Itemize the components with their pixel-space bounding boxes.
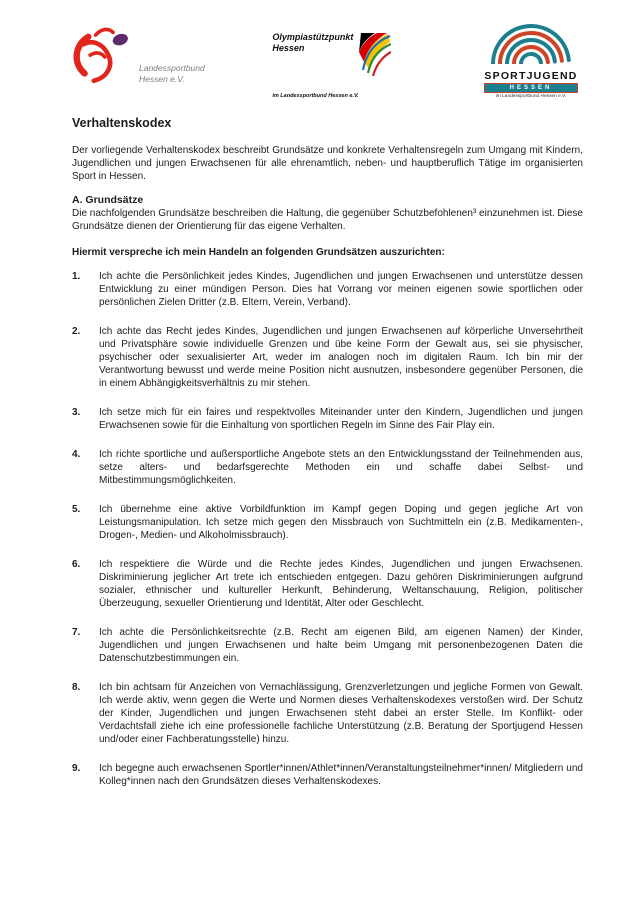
promise-statement: Hiermit verspreche ich mein Handeln an folgenden Grundsätzen auszurichten: [72,247,445,258]
item-text: Ich achte die Persönlichkeit jedes Kindes, Jugendlichen und jungen Erwachsenen und unterstütze dessen Entwicklung zu einer mündigen Person. Dies hat Vorrang vor meinen eigenen sowie sportlichen oder persönlichen Zielen Dritter (z.B. Eltern, Verein, Verband). [99,271,583,308]
intro-paragraph: Der vorliegende Verhaltenskodex beschreibt Grundsätze und konkrete Verhaltensregeln zum Umgang mit Kindern, Jugendlichen und jungen Erwachsenen für alle ehrenamtlich, neben- und hauptberuflich Tätige im organisierten Sport in Hessen. [72,145,583,182]
list-item [72,503,583,542]
german-flag-swoosh-icon [357,32,391,83]
list-item [72,626,583,665]
page-title: Verhaltenskodex [72,116,172,130]
lsb-name-line1: Landessportbund [139,63,205,73]
list-item [72,681,583,746]
list-item [72,558,583,610]
item-number: 6. [72,559,81,570]
item-number: 2. [72,326,81,337]
sportjugend-logo [475,24,587,99]
principles-list [72,270,583,788]
document-content [72,117,583,804]
item-number: 8. [72,682,81,693]
osp-name-line2: Hessen [272,42,305,53]
item-number: 1. [72,271,81,282]
item-text: Ich achte das Recht jedes Kindes, Jugendlichen und jungen Erwachsenen auf körperliche Unversehrtheit und Privatsphäre sowie individuelle Grenzen und übe keine Form der Gewalt aus, sei sie physischer, psychischer oder sexualisierter Art, weder im analogen noch im digitalen Raum. Ich bin mir der Verantwortung bewusst und werde meine Position nicht ausnutzen, insbesondere gegenüber Personen, die in einem Abhängigkeitsverhältnis zu mir stehen. [99,326,583,389]
item-text: Ich setze mich für ein faires und respektvolles Miteinander unter den Kindern, Jugendlichen und jungen Erwachsenen sowie für die Einhaltung von sportlichen Regeln im Sinne des Fair Play ein. [99,407,583,431]
lsb-figure-icon [70,24,134,95]
item-number: 5. [72,504,81,515]
list-item [72,270,583,309]
section-a-body: Die nachfolgenden Grundsätze beschreiben die Haltung, die gegenüber Schutzbefohlenen³ einzunehmen ist. Diese Grundsätze dienen der Orientierung für das eigene Verhalten. [72,208,583,232]
sportjugend-hessen-band: HESSEN [484,83,578,93]
sportjugend-arcs-icon [479,51,583,68]
section-a-heading: A. Grundsätze [72,194,144,206]
item-number: 7. [72,627,81,638]
item-text: Ich bin achtsam für Anzeichen von Vernachlässigung, Grenzverletzungen und jegliche Formen von Gewalt. Ich werde aktiv, wenn gegen die Werte und Normen dieses Verhaltenskodexes verstoßen wird. Der Schutz der Kinder, Jugendlichen und jungen Erwachsenen steht dabei an erster Stelle. Im Konflikt- oder Verdachtsfall ziehe ich eine professionelle fachliche Unterstützung (z.B. Beratung der Sportjugend Hessen und/oder einer Fachberatungsstelle) hinzu. [99,682,583,745]
item-text: Ich achte die Persönlichkeitsrechte (z.B. Recht am eigenen Bild, am eigenen Namen) der Kinder, Jugendlichen und jungen Erwachsenen und halte beim Umgang mit personenbezogenen Daten die Datenschutzbestimmungen ein. [99,627,583,664]
logo-header [70,24,587,99]
item-text: Ich begegne auch erwachsenen Sportler*innen/Athlet*innen/Veranstaltungsteilnehmer*innen/ Mitgliedern und Kolleg*innen nach den Grundsätzen dieses Verhaltenskodexes. [99,763,583,787]
item-text: Ich übernehme eine aktive Vorbildfunktion im Kampf gegen Doping und gegen jegliche Art von Leistungsmanipulation. Ich setze mich gegen den Missbrauch von Suchtmitteln ein (z.B. Medikamenten-, Drogen-, Medien- und Alkoholmissbrauch). [99,504,583,541]
list-item [72,762,583,788]
olympiastuetzpunkt-logo [272,32,407,99]
sportjugend-subtext: im Landessportbund Hessen e.V. [495,94,567,99]
item-text: Ich richte sportliche und außersportliche Angebote stets an den Entwicklungsstand der Teilnehmenden aus, setze alters- und bedarfsgerechte Methoden ein und schaffe dabei Selbst- und Mitbestimmungsmöglichkeiten. [99,449,583,486]
lsb-name-line2: Hessen e.V. [139,74,185,84]
item-number: 4. [72,449,81,460]
osp-logo-subtext: im Landessportbund Hessen e.V. [272,93,359,99]
list-item [72,448,583,487]
item-text: Ich respektiere die Würde und die Rechte jedes Kindes, Jugendlichen und jungen Erwachsenen. Diskriminierung jeglicher Art trete ich entschieden entgegen. Dazu gehören Diskriminierungen aufgrund sozialer, ethnischer und kultureller Herkunft, Behinderung, Weltanschauung, Religion, politischer Überzeugung, sexueller Orientierung und Identität, Alter oder Geschlecht. [99,559,583,609]
sportjugend-wordmark: SPORTJUGEND [484,70,578,82]
lsb-logo-text [139,63,205,95]
landessportbund-logo [70,24,205,95]
osp-name-line1: Olympiastützpunkt [272,32,354,42]
item-number: 9. [72,763,81,774]
item-number: 3. [72,407,81,418]
list-item [72,406,583,432]
list-item [72,325,583,390]
osp-logo-text [272,32,353,83]
